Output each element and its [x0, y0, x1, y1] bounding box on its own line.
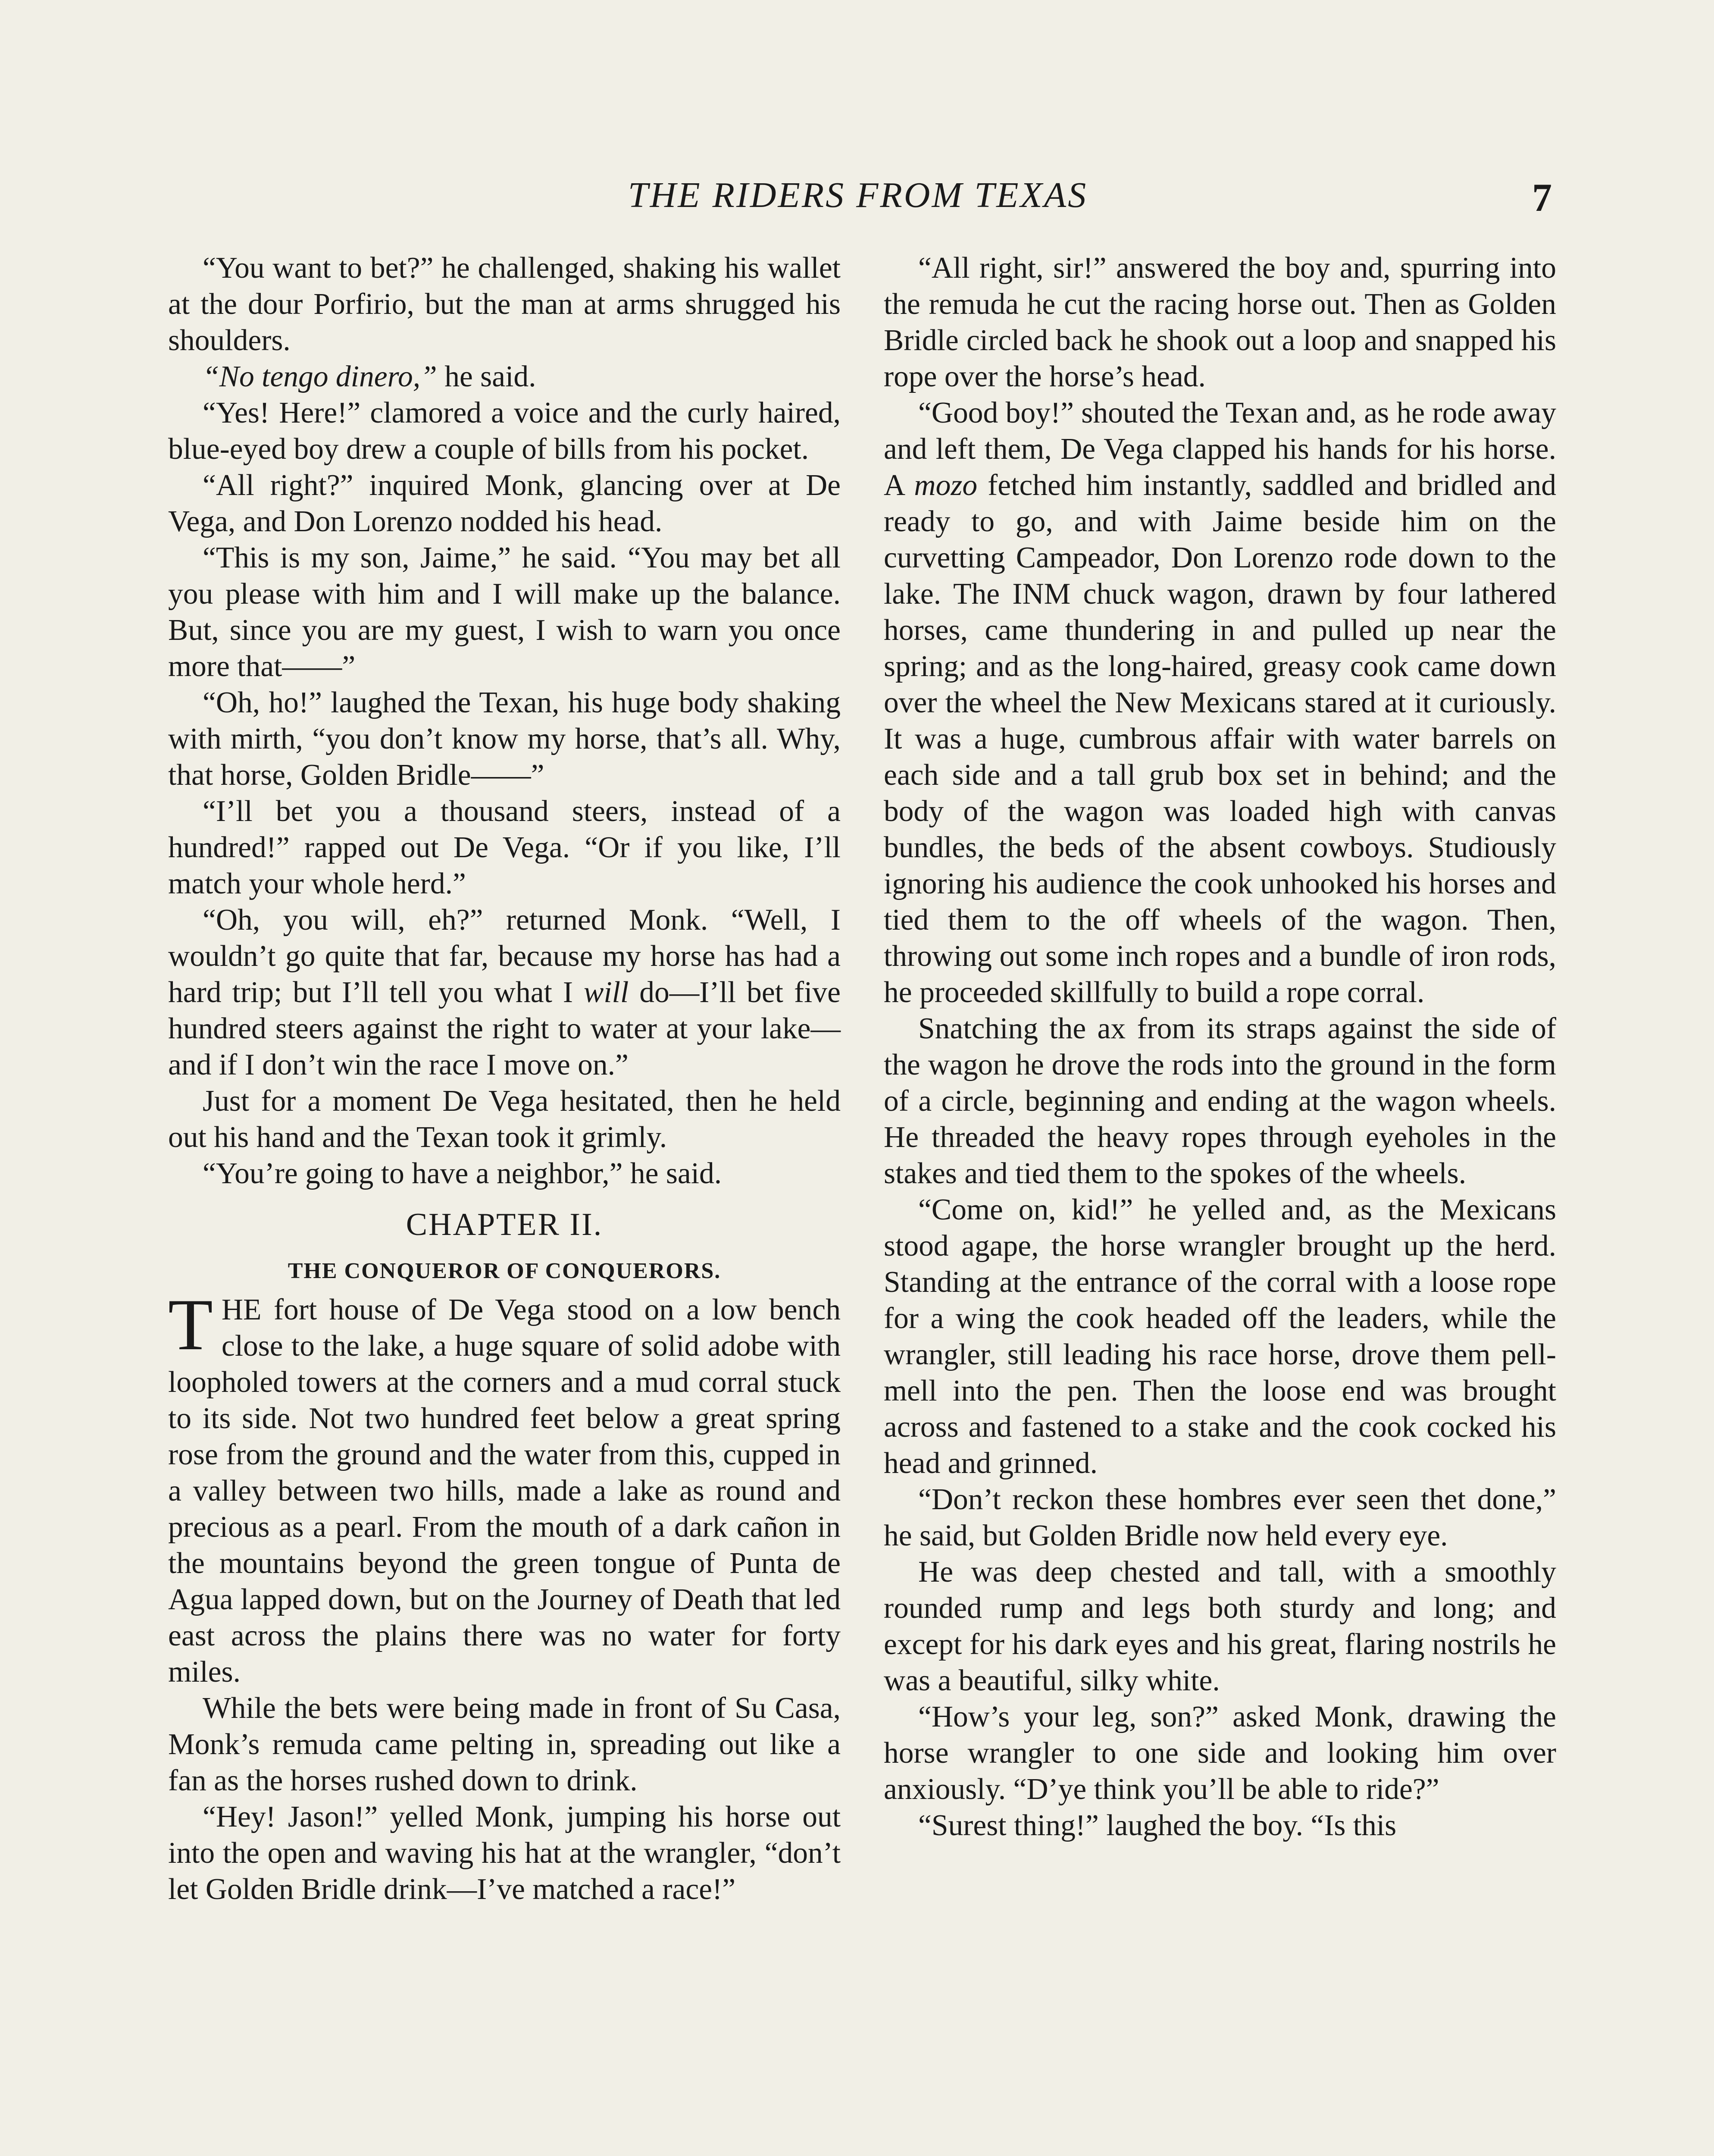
paragraph: While the bets were being made in front of Su Casa, Monk’s remuda came pelting in, spreading out like a fan as the horses rushed down to drink.: [168, 1692, 841, 1797]
right-column: [884, 250, 1556, 1844]
left-column: [168, 250, 841, 1908]
paragraph: [168, 902, 841, 1083]
italic-phrase: “No tengo dinero,”: [203, 360, 437, 393]
paragraph: “Don’t reckon these hombres ever seen thet done,” he said, but Golden Bridle now held every eye.: [884, 1483, 1556, 1552]
paragraph: “You want to bet?” he challenged, shaking his wallet at the dour Porfirio, but the man at arms shrugged his shoulders.: [168, 251, 841, 357]
paragraph: “Hey! Jason!” yelled Monk, jumping his horse out into the open and waving his hat at the wrangler, “don’t let Golden Bridle drink—I’ve matched a race!”: [168, 1800, 841, 1906]
paragraph: “Come on, kid!” he yelled and, as the Mexicans stood agape, the horse wrangler brought up the herd. Standing at the entrance of the corral with a loose rope for a wing the cook headed off the leaders, while the wrangler, still leading his race horse, drove them pell-mell into the pen. Then the loose end was brought across and fastened to a stake and the cook cocked his head and grinned.: [884, 1193, 1556, 1480]
paragraph: Snatching the ax from its straps against the side of the wagon he drove the rods into the ground in the form of a circle, beginning and ending at the wagon wheels. He threaded the heavy ropes through eyeholes in the stakes and tied them to the spokes of the wheels.: [884, 1012, 1556, 1190]
chapter-heading: CHAPTER II.: [406, 1207, 603, 1242]
paragraph: [168, 1284, 841, 1690]
paragraph: Just for a moment De Vega hesitated, then he held out his hand and the Texan took it grimly.: [168, 1084, 841, 1154]
italic-word: will: [583, 976, 629, 1009]
paragraph-text: “Good boy!” shouted the Texan and, as he rode away and left them, De Vega clapped his hands for his horse. A: [884, 396, 1556, 502]
paragraph-text: do—I’ll bet five hundred steers against the right to water at your lake—and if I don’t win the race I move on.”: [168, 976, 841, 1081]
paragraph: “This is my son, Jaime,” he said. “You may bet all you please with him and I will make up the balance. But, since you are my guest, I wish to warn you once more that——”: [168, 541, 841, 683]
paragraph-text: fetched him instantly, saddled and bridled and ready to go, and with Jaime beside him on the curvetting Campeador, Don Lorenzo rode down to the lake. The INM chuck wagon, drawn by four lathered horses, came thundering in and pulled up near the spring; and as the long-haired, greasy cook came down over the wheel the New Mexicans stared at it curiously. It was a huge, cumbrous affair with water barrels on each side and a tall grub box set in behind; and the body of the wagon was loaded high with canvas bundles, the beds of the absent cowboys. Studiously ignoring his audience the cook unhooked his horses and tied them to the off wheels of the wagon. Then, throwing out some inch ropes and a bundle of iron rods, he proceeded skillfully to build a rope corral.: [884, 469, 1557, 1009]
paragraph: “All right?” inquired Monk, glancing over at De Vega, and Don Lorenzo nodded his head.: [168, 469, 841, 538]
drop-cap: T: [168, 1284, 213, 1365]
italic-word: mozo: [914, 469, 978, 502]
paragraph: He was deep chested and tall, with a smoothly rounded rump and legs both sturdy and long; and except for his dark eyes and his great, flaring nostrils he was a beautiful, silky white.: [884, 1555, 1556, 1697]
paragraph: “Yes! Here!” clamored a voice and the curly haired, blue-eyed boy drew a couple of bills from his pocket.: [168, 396, 841, 466]
paragraph-text: HE fort house of De Vega stood on a low bench close to the lake, a huge square of solid adobe with loopholed towers at the corners and a mud corral stuck to its side. Not two hundred feet below a great spring rose from the ground and the water from this, cupped in a valley between two hills, made a lake as round and precious as a pearl. From the mouth of a dark cañon in the mountains beyond the green tongue of Punta de Agua lapped down, but on the Journey of Death that led east across the plains there was no water for forty miles.: [168, 1293, 841, 1689]
paragraph: [168, 359, 841, 395]
paragraph: “Oh, ho!” laughed the Texan, his huge body shaking with mirth, “you don’t know my horse, that’s all. Why, that horse, Golden Bridle——”: [168, 686, 841, 792]
paragraph: “How’s your leg, son?” asked Monk, drawing the horse wrangler to one side and looking him over anxiously. “D’ye think you’ll be able to ride?”: [884, 1700, 1556, 1806]
running-title: THE RIDERS FROM TEXAS: [628, 175, 1088, 215]
chapter-subtitle: THE CONQUEROR OF CONQUERORS.: [288, 1259, 721, 1283]
paragraph: “I’ll bet you a thousand steers, instead of a hundred!” rapped out De Vega. “Or if you like, I’ll match your whole herd.”: [168, 795, 841, 900]
running-header: [168, 172, 1552, 219]
page-number: 7: [1532, 175, 1552, 219]
paragraph-text: he said.: [437, 360, 536, 393]
paragraph: [884, 395, 1556, 1011]
paragraph: “Surest thing!” laughed the boy. “Is this: [918, 1809, 1397, 1842]
paragraph: “You’re going to have a neighbor,” he said.: [203, 1157, 722, 1190]
paragraph-text: “Oh, you will, eh?” returned Monk. “Well, I wouldn’t go quite that far, because my horse has had a hard trip; but I’ll tell you what I: [168, 903, 841, 1009]
paragraph: “All right, sir!” answered the boy and, spurring into the remuda he cut the racing horse out. Then as Golden Bridle circled back he shook out a loop and snapped his rope over the horse’s head.: [884, 251, 1556, 393]
